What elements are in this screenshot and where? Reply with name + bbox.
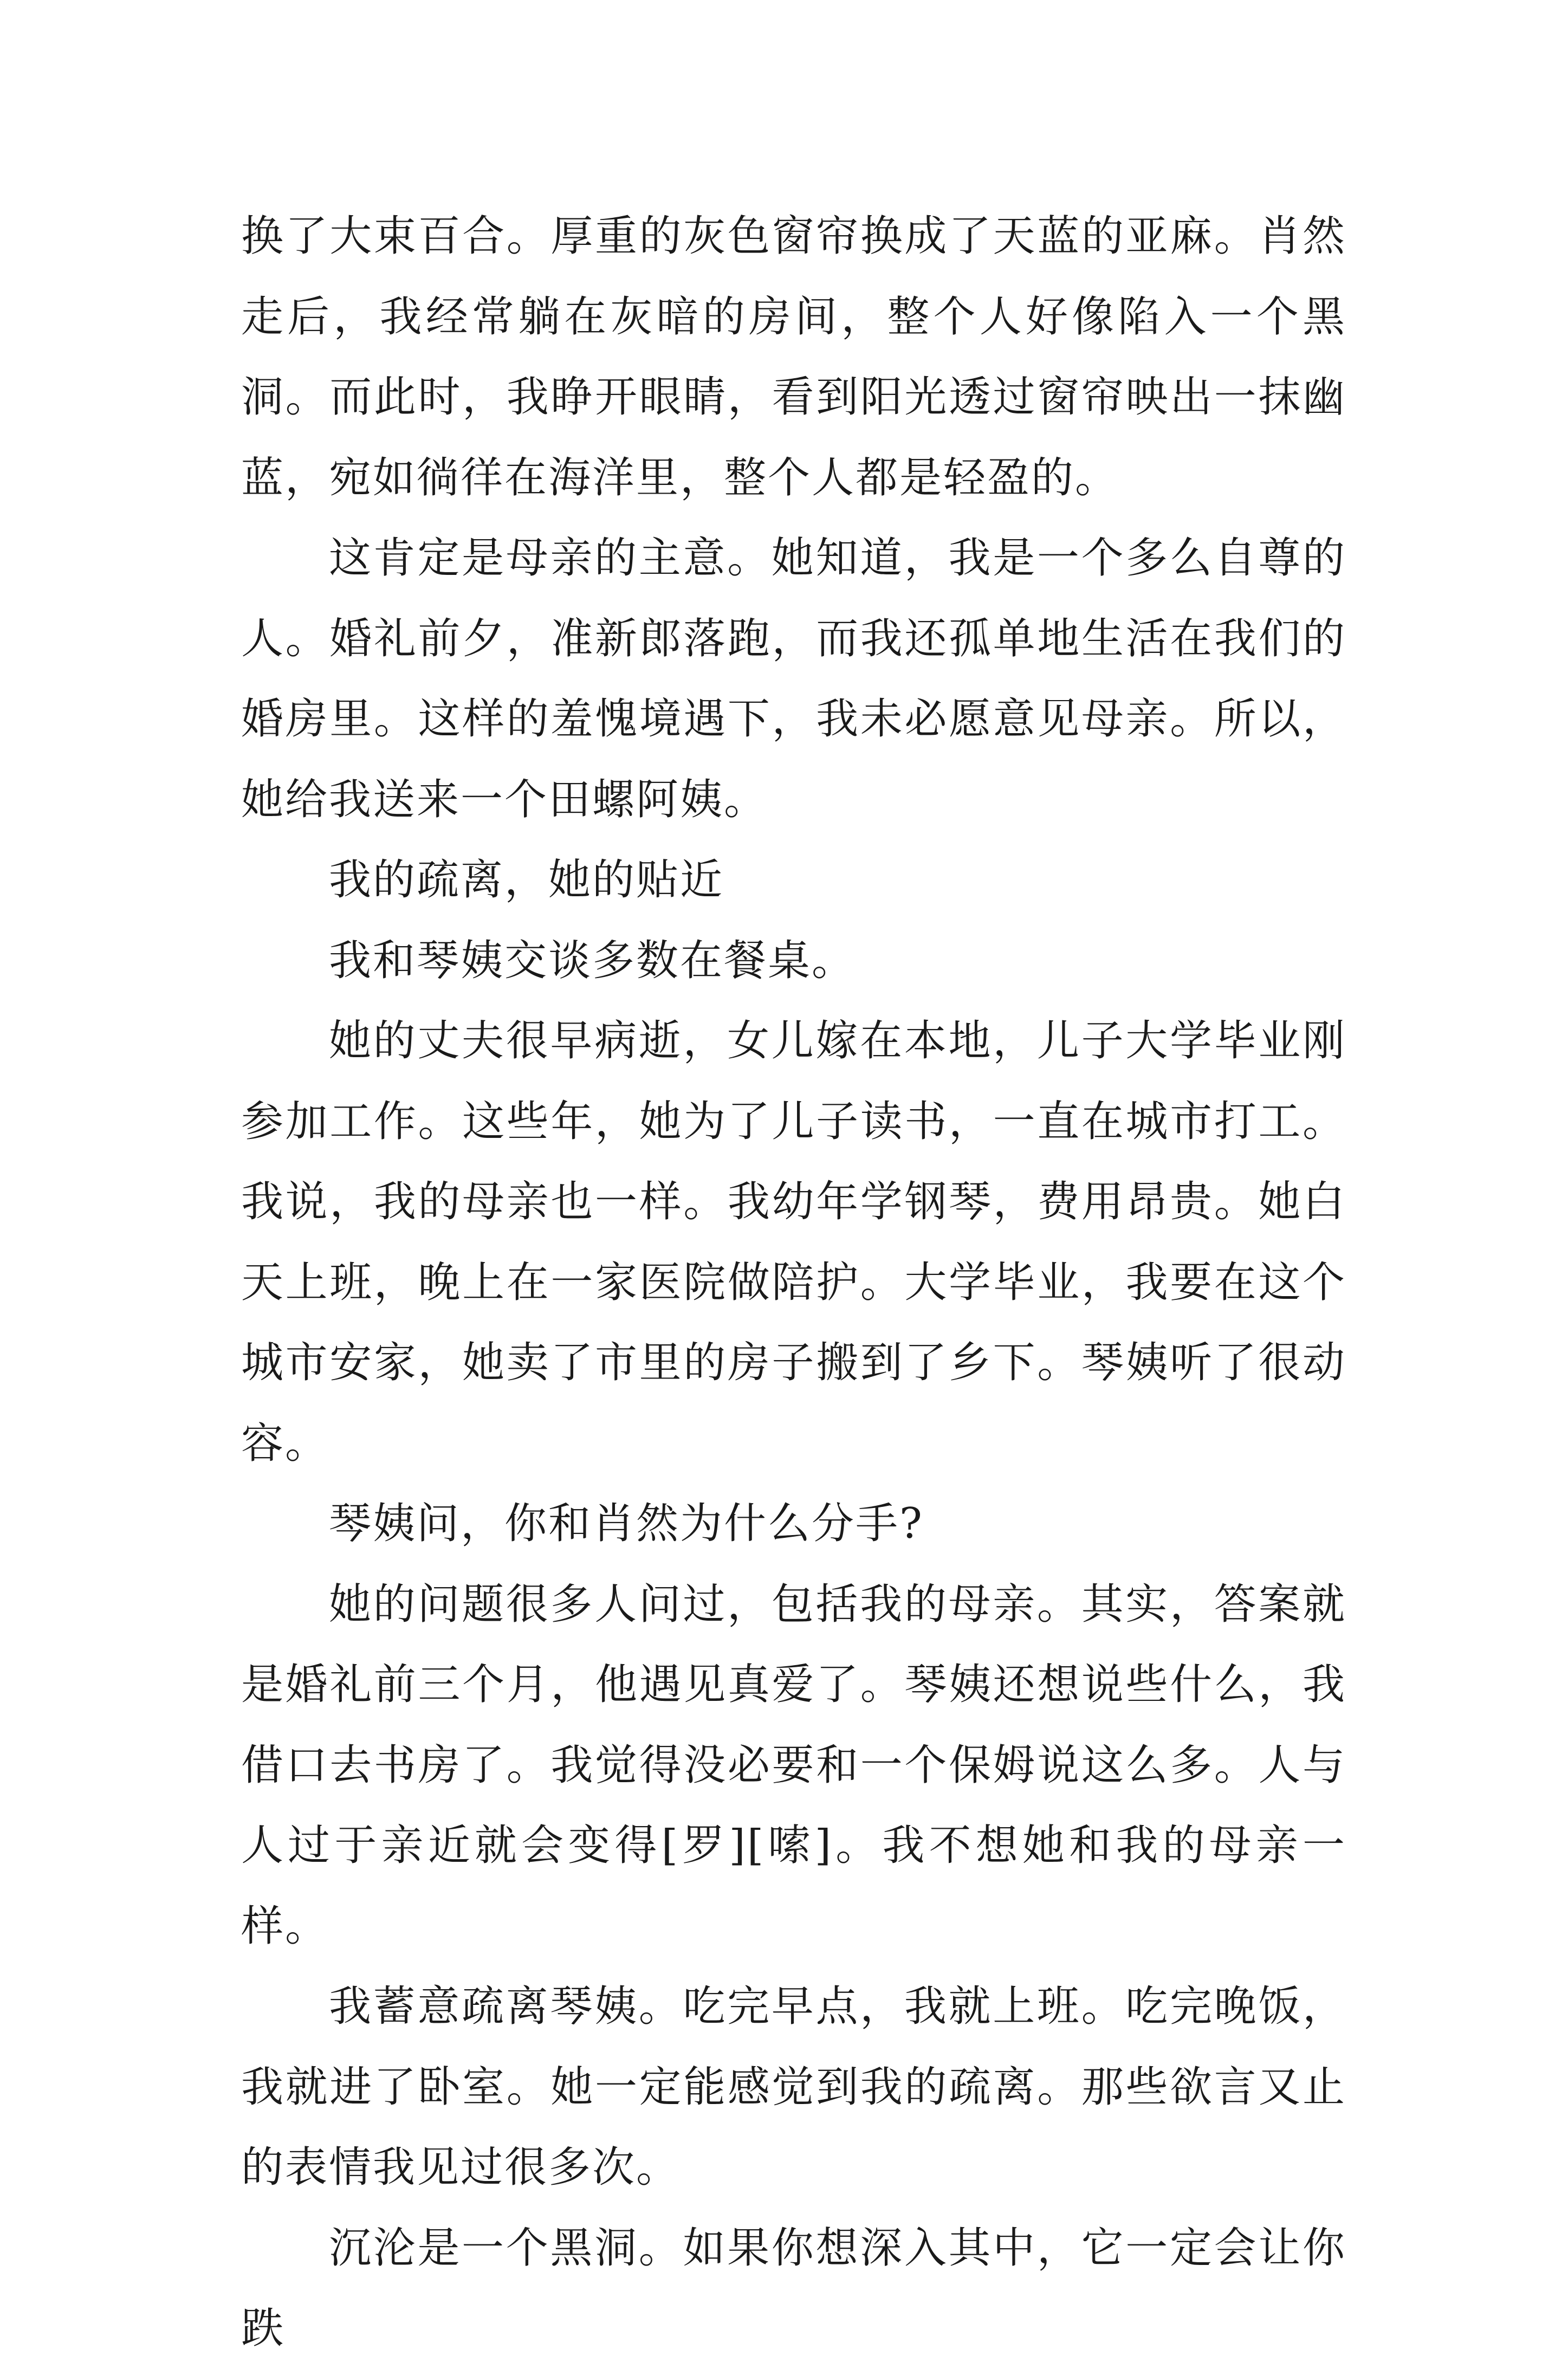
paragraph: 沉沦是一个黑洞。如果你想深入其中，它一定会让你跌: [241, 2223, 1346, 2353]
section-heading: 我的疏离，她的贴近: [329, 856, 724, 904]
paragraph: 她的丈夫很早病逝，女儿嫁在本地，儿子大学毕业刚参加工作。这些年，她为了儿子读书，一直在城市打工。我说，我的母亲也一样。我幼年学钢琴，费用昂贵。她白天上班，晚上在一家医院做陪护。大学毕业，我要在这个城市安家，她卖了市里的房子搬到了乡下。琴姨听了很动容。: [241, 1017, 1346, 1468]
paragraph: 我和琴姨交谈多数在餐桌。: [329, 936, 856, 985]
paragraph: 换了大束百合。厚重的灰色窗帘换成了天蓝的亚麻。肖然走后，我经常躺在灰暗的房间，整个人好像陷入一个黑洞。而此时，我睁开眼睛，看到阳光透过窗帘映出一抹幽蓝，宛如徜徉在海洋里，整个人都是轻盈的。: [241, 212, 1346, 502]
paragraph: 她的问题很多人问过，包括我的母亲。其实，答案就是婚礼前三个月，他遇见真爱了。琴姨还想说些什么，我借口去书房了。我觉得没必要和一个保姆说这么多。人与人过于亲近就会变得[罗][嗦]。我不想她和我的母亲一样。: [241, 1580, 1346, 1951]
paragraph: 我蓄意疏离琴姨。吃完早点，我就上班。吃完晚饭，我就进了卧室。她一定能感觉到我的疏离。那些欲言又止的表情我见过很多次。: [241, 1982, 1346, 2192]
paragraph: 这肯定是母亲的主意。她知道，我是一个多么自尊的人。婚礼前夕，准新郎落跑，而我还孤单地生活在我们的婚房里。这样的羞愧境遇下，我未必愿意见母亲。所以，她给我送来一个田螺阿姨。: [241, 534, 1346, 824]
paragraph: 琴姨问，你和肖然为什么分手?: [329, 1499, 924, 1548]
body-text: [241, 196, 1346, 2369]
